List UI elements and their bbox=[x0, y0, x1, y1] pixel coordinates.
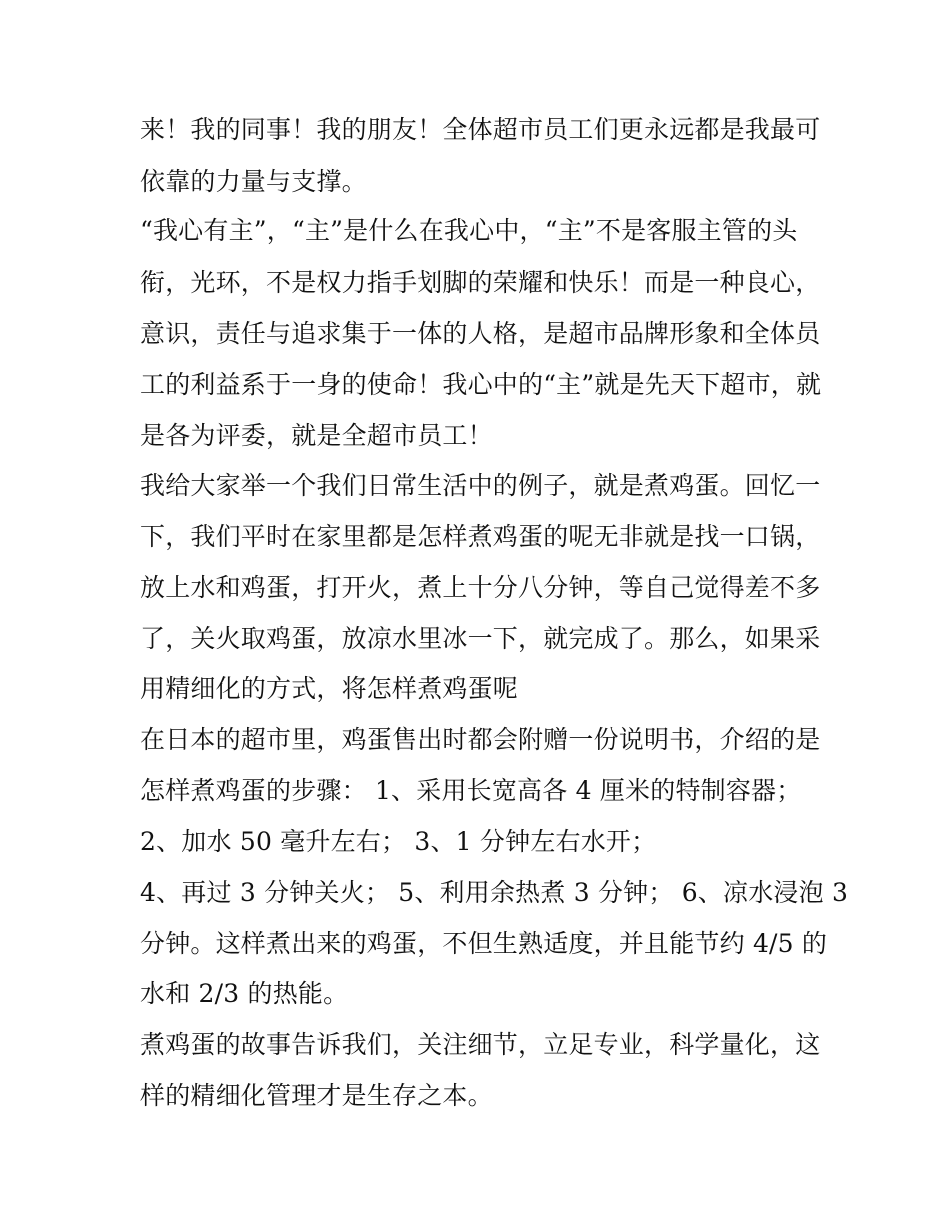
text-line: 放上水和鸡蛋，打开火，煮上十分八分钟，等自己觉得差不多 bbox=[140, 573, 821, 602]
text-line: 水和 2/3 的热能。 bbox=[140, 979, 349, 1008]
text-line: 用精细化的方式，将怎样煮鸡蛋呢 bbox=[140, 674, 519, 703]
text-line: 下，我们平时在家里都是怎样煮鸡蛋的呢无非就是找一口锅， bbox=[140, 522, 821, 551]
text-line: 2、加水 50 毫升左右； 3、1 分钟左右水开； bbox=[140, 827, 657, 856]
text-line: 我给大家举一个我们日常生活中的例子，就是煮鸡蛋。回忆一 bbox=[140, 471, 821, 500]
text-line: 分钟。这样煮出来的鸡蛋，不但生熟适度，并且能节约 4/5 的 bbox=[140, 929, 828, 958]
text-line: “我心有主”，“主”是什么在我心中，“主”不是客服主管的头 bbox=[140, 216, 798, 245]
text-line: 意识，责任与追求集于一体的人格，是超市品牌形象和全体员 bbox=[140, 319, 821, 348]
text-line: 4、再过 3 分钟关火； 5、利用余热煮 3 分钟； 6、凉水浸泡 3 bbox=[140, 878, 849, 907]
text-line: 样的精细化管理才是生存之本。 bbox=[140, 1081, 493, 1110]
text-line: 来！我的同事！我的朋友！全体超市员工们更永远都是我最可 bbox=[140, 115, 821, 144]
text-line: 衔，光环，不是权力指手划脚的荣耀和快乐！而是一种良心， bbox=[140, 268, 821, 297]
text-line: 依靠的力量与支撑。 bbox=[140, 167, 367, 196]
text-line: 是各为评委，就是全超市员工！ bbox=[140, 421, 493, 450]
text-line: 怎样煮鸡蛋的步骤： 1、采用长宽高各 4 厘米的特制容器； bbox=[140, 776, 802, 805]
text-line: 在日本的超市里，鸡蛋售出时都会附赠一份说明书，介绍的是 bbox=[140, 725, 821, 754]
text-line: 了，关火取鸡蛋，放凉水里冰一下，就完成了。那么，如果采 bbox=[140, 624, 821, 653]
text-line: 煮鸡蛋的故事告诉我们，关注细节，立足专业，科学量化，这 bbox=[140, 1030, 821, 1059]
text-line: 工的利益系于一身的使命！我心中的“主”就是先天下超市，就 bbox=[140, 370, 822, 399]
